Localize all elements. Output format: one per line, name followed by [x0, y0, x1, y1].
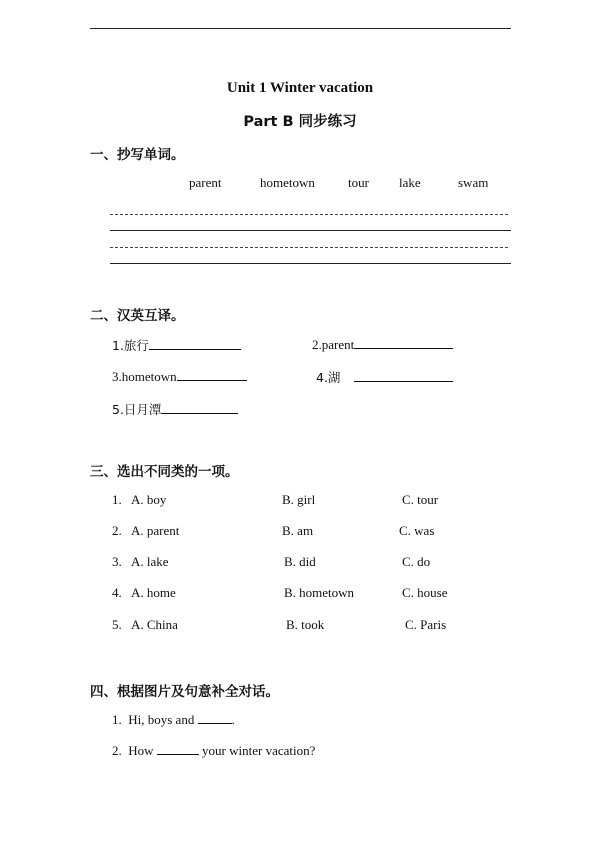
dialogue-blank-1[interactable]: [198, 711, 232, 724]
dialogue-2-num: 2.: [112, 743, 122, 758]
dialogue-blank-2[interactable]: [157, 742, 199, 755]
choice-4-b[interactable]: B. hometown: [284, 585, 355, 600]
choice-1-c[interactable]: C. tour: [402, 492, 439, 507]
translate-item-1: [112, 336, 241, 354]
choice-2-b[interactable]: B. am: [282, 523, 314, 538]
answer-blank-2[interactable]: [354, 336, 453, 349]
translate-item-4-label: 4.湖: [316, 370, 341, 385]
page-title: Unit 1 Winter vacation: [226, 80, 374, 96]
word-lake: lake: [399, 175, 421, 190]
section1-heading: 一、抄写单词。: [90, 147, 185, 163]
translate-item-2: [312, 336, 453, 353]
translate-item-4: [316, 368, 453, 386]
dialogue-1-num: 1.: [112, 712, 122, 727]
section2-heading: 二、汉英互译。: [90, 308, 185, 324]
section4-heading: 四、根据图片及句意补全对话。: [90, 684, 279, 700]
choice-5-b[interactable]: B. took: [286, 617, 325, 632]
word-swam: swam: [458, 175, 489, 190]
translate-item-1-label: 1.旅行: [112, 338, 149, 353]
top-rule: [90, 28, 511, 29]
choice-num-4: 4.: [112, 585, 122, 600]
choice-3-c[interactable]: C. do: [402, 554, 431, 569]
dialogue-1-before: Hi, boys and: [128, 712, 195, 727]
choice-5-a[interactable]: A. China: [131, 617, 178, 632]
choice-1-a[interactable]: A. boy: [131, 492, 167, 507]
choice-2-c[interactable]: C. was: [399, 523, 435, 538]
page-subtitle: Part B 同步练习: [243, 114, 357, 130]
answer-blank-1[interactable]: [149, 337, 241, 350]
answer-blank-5[interactable]: [161, 401, 238, 414]
choice-3-a[interactable]: A. lake: [131, 554, 169, 569]
word-parent: parent: [189, 175, 222, 190]
choice-num-5: 5.: [112, 617, 122, 632]
translate-item-5-label: 5.日月潭: [112, 402, 162, 417]
dialogue-1-after: .: [231, 712, 235, 727]
dialogue-2-before: How: [128, 743, 154, 758]
choice-2-a[interactable]: A. parent: [131, 523, 180, 538]
translate-item-2-label: 2.parent: [312, 337, 355, 352]
choice-5-c[interactable]: C. Paris: [405, 617, 447, 632]
writing-dashed-line-2[interactable]: [110, 247, 508, 248]
dialogue-item-1: [112, 711, 235, 728]
word-tour: tour: [348, 175, 369, 190]
answer-blank-4[interactable]: [354, 369, 453, 382]
translate-item-3: [112, 368, 247, 385]
translate-item-3-label: 3.hometown: [112, 369, 177, 384]
dialogue-item-2: [112, 742, 315, 759]
word-hometown: hometown: [260, 175, 315, 190]
choice-4-a[interactable]: A. home: [131, 585, 176, 600]
writing-solid-line-2: [110, 263, 511, 264]
section3-heading: 三、选出不同类的一项。: [90, 464, 239, 480]
translate-item-5: [112, 400, 238, 418]
choice-4-c[interactable]: C. house: [402, 585, 448, 600]
answer-blank-3[interactable]: [177, 368, 247, 381]
choice-num-1: 1.: [112, 492, 122, 507]
choice-num-3: 3.: [112, 554, 122, 569]
choice-num-2: 2.: [112, 523, 122, 538]
dialogue-2-after: your winter vacation?: [202, 743, 316, 758]
choice-1-b[interactable]: B. girl: [282, 492, 316, 507]
writing-solid-line-1: [110, 230, 511, 231]
writing-dashed-line-1[interactable]: [110, 214, 508, 215]
choice-3-b[interactable]: B. did: [284, 554, 316, 569]
